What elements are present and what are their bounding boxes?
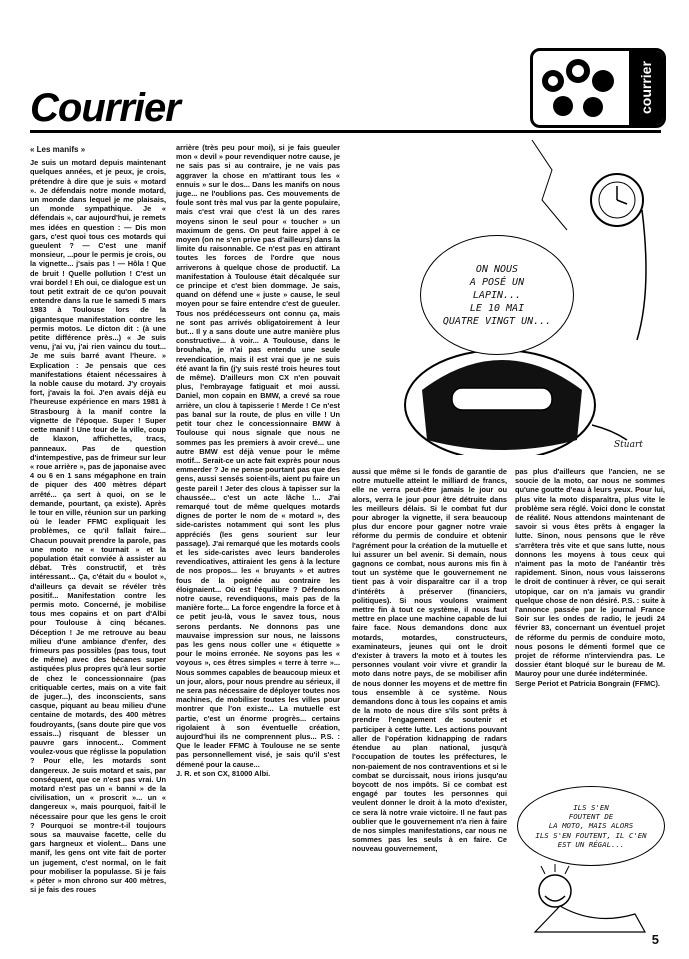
letter-1-heading: « Les manifs » [30, 145, 86, 154]
cartoon-regal [515, 786, 665, 936]
letter-2-column-3 [352, 467, 507, 945]
title-rule [30, 130, 661, 133]
letter-1-body-part-2: arrière (très peu pour moi), si je fais gueuler mon « devil » pour revendiquer notre cause, je ne sais pas si au contraire, je ne vais pas aggraver la chose en m'attirant tous les « ennuis » sur le dos... Dans les manifs on nous juge... ne l'oublions pas. Ces mouvements de foule sont très mal vus par la gente populaire, mais c'est vrai que c'est là un des rares moyens sinon le seul pour « toucher » un maximum de gens. On peut faire appel à ce moyen (on ne s'en prive pas d'ailleurs) dans la limite du raisonnable. Ce n'est pas en attirant toutes les forces de l'ordre que nous arriverons à quelque chose de productif. La manifestation à Toulouse était décalquée sur ce principe et c'est bien dommage. Je sais, quand on défend une « juste » cause, le seul moyen pour se faire entendre c'est de gueuler. Tous nos prédécesseurs ont connu ça, mais ne sont pas arrivés obligatoirement à leur but... Il y a sans doute une autre manière plus constructive... à voir... A Toulouse, dans le brouhaha, je n'ai pas entendu une seule revendication, mais il est vrai que je ne suis été avant la fin (j'y suis resté trois heures tout de même). D'ailleurs mon CX n'en pouvait plus, l'embrayage fatiguait et moi aussi. Daniel, mon copain en BMW, a crevé sa roue arrière, un clou à tapisserie ! Merde ! Ce n'est pas banal sur la route, de plus en ville ! Un petit tour chez le concessionnaire BMW à Toulouse qui nous signale que nous ne sommes pas les premiers à avoir crevé... une autre BMW est déjà venue pour le même motif... Serait-ce un acte fait exprès pour nous emmerder ? Je ne pense pourtant pas que des gens, aussi sensés soient-ils, aient pu faire un geste pareil ! Jeter des clous à tapisser sur la chaussée... c'est un acte lâche !... J'ai remarqué tout de même quelques motards dignes de porter le nom de « motard », des side-caristes notamment qui sont les plus appréciés (les gens sourient sur leur passage). J'ai remarqué que les motards cools et les side-caristes avec leurs banderoles revendicatives, attiraient les gens à la lecture de nos propos... les « bruyants » et autres fous de la poignée au contraire les éloignaient... Où est l'équilibre ? Défendons notre cause, revendiquons, mais pas de la manière forte... La force engendre la force et à ce petit jeu-là, vous le savez tous, nous serons perdants. Ne donnons pas une mauvaise impression sur nous, ne laissons pas les gens nous coller une « étiquette » pour le moins erronée. Ne soyons pas les « voyous », ces êtres simples « terre à terre »... Nous sommes capables de beaucoup mieux et un jour, alors, pour nous prendre au sérieux, il ne sera pas nécessaire de déployer toutes nos machines, de mobiliser toutes les villes pour montrer que l'on existe... La mutuelle est partie, c'est un énorme progrès... certains rigolaient à son éventuelle création, aujourd'hui ils ne comprennent plus... P.S. : Que le leader FFMC à Toulouse ne se sente pas personnellement visé, je sais qu'il s'est démené pour la cause... [176, 143, 340, 769]
riders-illustration-icon [533, 51, 629, 119]
cartoon-1-artist-signature: Stuart [614, 440, 643, 450]
page-number: 5 [651, 932, 659, 947]
letter-2-column-4 [515, 467, 665, 779]
letter-1-column-1 [30, 143, 166, 943]
cartoon-2-speech-bubble: ILS S'EN FOUTENT DE LA MOTO, MAIS ALORS ILS S'EN FOUTENT, IL C'EN EST UN RÉGAL... [517, 786, 665, 866]
letter-1-column-2 [176, 143, 340, 943]
logo-label: courrier [629, 51, 663, 125]
page-title: Courrier [30, 86, 180, 130]
letter-1-body-part-1: Je suis un motard depuis maintenant quelques années, et je peux, je crois, prétendre à dire que je suis « motard ». Je défendais notre monde motard, un monde dans lequel je me plaisais, un monde sympathique. Je « défendais », car aujourd'hui, je remets mes idées en question : — Dis mon gars, c'est quoi tous ces motards qui gueulent ? — C'est une manif monsieur, ...pour le permis je crois, ou la vignette... j'sais pas ! — Hôla ! Que de bruit ! Quelle pollution ! C'est un vrai bordel ! Eh oui, ce dialogue est un tout petit extrait de ce qu'on pouvait entendre dans la rue le samedi 5 mars 1983 à Toulouse lors de la gigantesque manifestation contre les permis motos. Le dicton dit : (à une petite différence près...) « Je suis venu, j'ai vu, j'ai rien vaincu du tout... Je me suis barré avant l'heure. » Explication : Je pensais que ces manifestations étaient nécessaires à la noble cause du motard. J'y croyais fort, j'avais la foi. J'en avais déjà eu l'heureuse expérience en mars 1981 à Strasbourg à la manif contre la vignette de l'époque. Super ! Super cette manif ! Une tour de la ville, coup de klaxon, affichettes, tracs, panneaux. Pas de question d'intempestive, pas de frimeur sur leur « roue arrière », pas de japonaise avec 4 ou 6 en 1 sans mégaphone en train de piquer des 400 mètres départ arrêté... ça sert à quoi, on se le demande, pourtant, ça existe). Après le tour en ville, réunion sur un parking où le leader FFMC expliquait les problèmes, ce qu'il fallait faire... Chacun pouvait prendre la parole, pas une moto ne « tournait » et la population était conviée à assister au débat. Très constructif, et très intéressant... Ça, c'était du « boulot », d'ailleurs ça devait se révéler très positif... Manifestation contre les permis moto. Concerné, je mobilise tous mes copains et on part d'Albi pour Toulouse à cinq bécanes. Déception ! Je me retrouve au beau milieu d'une ambiance d'enfer, des frimeurs pas possibles (pas tous, tout de même) avec des bécanes super astiquées plus propres qu'à leur sortie de chez le concessionnaire (pas critiquable certes, mais on a vite fait de juger...), des inconscients, sans casque, piquant au beau milieu d'une centaine de motards, des 400 mètres foudroyants, (sans doute pire que vos essais...) risquant de blesser un pauvre gars innocent... Comment voulez-vous que réglisse la population ? Pour elle, les motards sont dangereux. Je suis motard et sais, par conséquent, que ce n'est pas vrai. Un motard n'est pas un « banni » de la civilisation, un « proscrit »... un « dangereux », mais pourquoi, fait-il le nécessaire pour que les gens le croit ? Pourquoi se montre-t-il toujours sous sa mauvaise facette, celle du gars hargneux et violent... Dans une manif, les gens ont vite fait de porter un jugement, c'est normal, on le fait pour mobiliser la populasse. Si je fais « péter » mon chrono sur 400 mètres, si je fais des roues [30, 158, 166, 895]
letter-2-signature: Serge Periot et Patricia Bongrain (FFMC). [515, 678, 660, 688]
letter-1-signature: J. R. et son CX, 81000 Albi. [176, 768, 271, 778]
cartoon-1-speech-bubble: ON NOUS A POSÉ UN LAPIN... LE 10 MAI QUATRE VINGT UN... [420, 235, 574, 355]
letter-2-body-part-2: aussi que même si le fonds de garantie de notre mutuelle atteint le milliard de francs, elle ne verra peut-être jamais le jour ou alors, verra le jour pour être détruite dans les meilleurs délais. Si le combat fut dur pour abroger la vignette, il sera beaucoup plus dur encore pour gagner notre vraie réforme du permis de conduire et obtenir l'agrément pour la création de la mutuelle et lui assurer un bel avenir. Si demain, nous gagnons ce combat, nous aurons mis fin à tout un système que le gouvernement ne tient pas à voir disparaître car il a trop d'intérêts à préserver (financiers, politiques). Si nous voulons vraiment mettre fin à tout ce système, il nous faut mettre en place une machine capable de lui faire face. Nous demandons donc aux motards, motardes, constructeurs, examinateurs, jeunes qui ont le droit d'exister à travers la moto et à toutes les personnes voulant voir vivre et grandir la moto dans notre pays, de se mobiliser afin de nous donner les moyens et de mettre fin tous ensemble à ce système. Nous demandons donc à tous les copains et amis de la moto de nous dire s'ils sont prêts à prendre l'engagement de soutenir et participer à cette lutte. Les actions pouvant aller de l'opération kidnapping de radars étendue au plan national, jusqu'à l'occupation de toutes les préfectures, le non-paiement de nos contraventions et si le combat se durcissait, nous irions jusqu'au boycott de nos impôts. Si ce combat est engagé par toutes les personnes qui veulent donner le droit à la moto d'exister, ce sera là notre vraie victoire. Il ne faut pas oublier que le gouvernement n'a rien à faire de nos simples manifestations, car nous ne sommes pas les seuls à en faire. Ce nouveau gouvernement, [352, 467, 507, 854]
cartoon-lapin [352, 140, 662, 455]
letter-2-body-part-3: pas plus d'ailleurs que l'ancien, ne se soucie de la moto, car nous ne sommes qu'une goutte d'eau à leurs yeux. Pour lui, plus vite la moto disparaîtra, plus vite le problème sera réglé. Voici donc le constat de réalité. Nous attendons maintenant de savoir si vous êtes prêts à engager la lutte. Sinon, nous pensons que le rêve s'arrêtera très vite et que sans lutte, nous donnons les moyens à tous ceux qui n'aiment pas la moto de l'anéantir très rapidement. Sinon, nous vous laisserons le droit de continuer à rêver, ce qui serait utopique, car on n'a jamais vu grandir quelque chose de non désiré. P.S. : suite à l'annonce passée par le journal France Soir sur les ondes de radio, le jeudi 24 février 83, concernant un éventuel projet de réforme du permis de conduire moto, nous posons le démenti formel que ce projet de réforme n'interviendra pas. Le dossier étant bloqué sur le bureau de M. Mauroy pour une durée indéterminée. [515, 467, 665, 679]
laughing-figure-cartoon-icon [515, 786, 665, 936]
section-logo [530, 48, 666, 128]
